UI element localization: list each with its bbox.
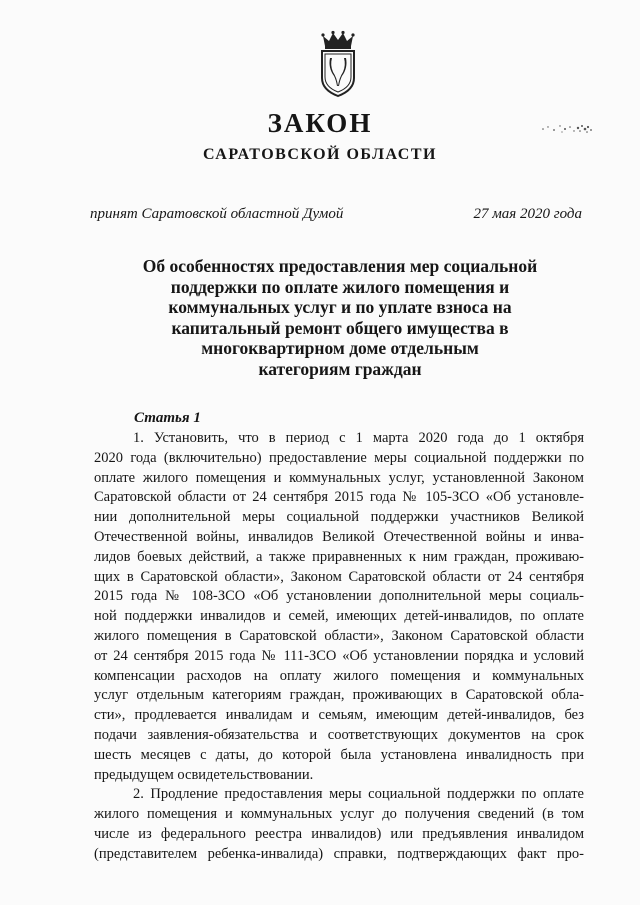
title-line: Об особенностях предоставления мер социальной xyxy=(142,256,538,276)
text-line: щих в Саратовской области», Законом Саратовской области от 24 сентября xyxy=(94,568,584,585)
text-line: жилого помещения и коммунальных услуг до получения сведений (в том xyxy=(94,806,584,823)
text-line: подачи заявления-обязательства и соответствующих документов на срок xyxy=(94,726,584,743)
text-line: жилого помещения в Саратовской области», Законом Саратовской области xyxy=(94,627,584,644)
adoption-date: 27 мая 2020 года xyxy=(473,206,582,222)
title-line: капитальный ремонт общего имущества в xyxy=(171,317,509,338)
text-line: предыдущем освидетельствовании. xyxy=(94,766,314,783)
text-line: (представителем ребенка-инвалида) справки, подтверждающих факт про- xyxy=(94,845,584,862)
text-line: 2015 года № 108-ЗСО «Об установлении дополнительной меры социаль- xyxy=(94,588,584,605)
text-line: 2. Продление предоставления меры социальной поддержки по оплате xyxy=(133,786,584,803)
law-title xyxy=(95,256,585,379)
text-line: Отечественной войны, инвалидов Великой Отечественной войны и инва- xyxy=(94,528,584,545)
text-line: числе из федерального реестра инвалидов) или предъявления инвалидом xyxy=(94,825,584,842)
text-line: лидов боевых действий, а также приравненных к ним граждан, проживаю- xyxy=(94,548,584,565)
coat-of-arms-emblem xyxy=(317,30,359,98)
text-line: от 24 сентября 2015 года № 111-ЗСО «Об установлении порядка и условий xyxy=(94,647,584,664)
text-line: ной поддержки инвалидов и семей, имеющих детей-инвалидов, по оплате xyxy=(94,608,584,625)
text-line: компенсации расходов на оплату жилого помещения и коммунальных xyxy=(94,667,584,684)
law-label: ЗАКОН xyxy=(267,108,373,138)
text-line: 2020 года (включительно) предоставление меры социальной поддержки по xyxy=(94,449,584,466)
text-line: оплате жилого помещения и коммунальных услуг, установленной Законом xyxy=(94,469,584,486)
text-line: Саратовской области от 24 сентября 2015 года № 105-ЗСО «Об установле- xyxy=(94,489,584,506)
text-line: сти», продлевается инвалидам и семьям, имеющим детей-инвалидов, без xyxy=(94,707,584,724)
adopted-by: принят Саратовской областной Думой xyxy=(90,206,344,222)
text-line: шесть месяцев с даты, до которой была установлена инвалидность при xyxy=(94,746,584,763)
region-name: САРАТОВСКОЙ ОБЛАСТИ xyxy=(203,146,437,163)
title-line: категориям граждан xyxy=(258,358,422,379)
title-line: поддержки по оплате жилого помещения и xyxy=(170,276,510,297)
title-line: коммунальных услуг и по уплате взноса на xyxy=(168,297,512,317)
text-line: 1. Установить, что в период с 1 марта 2020 года до 1 октября xyxy=(133,430,584,446)
title-line: многоквартирном доме отдельным xyxy=(201,338,479,358)
text-line: услуг отдельным категориям граждан, проживающих в Саратовской обла- xyxy=(94,687,584,704)
article-body xyxy=(94,429,584,865)
text-line: нии дополнительной меры социальной поддержки участников Великой xyxy=(94,509,584,526)
article-heading: Статья 1 xyxy=(134,410,201,426)
